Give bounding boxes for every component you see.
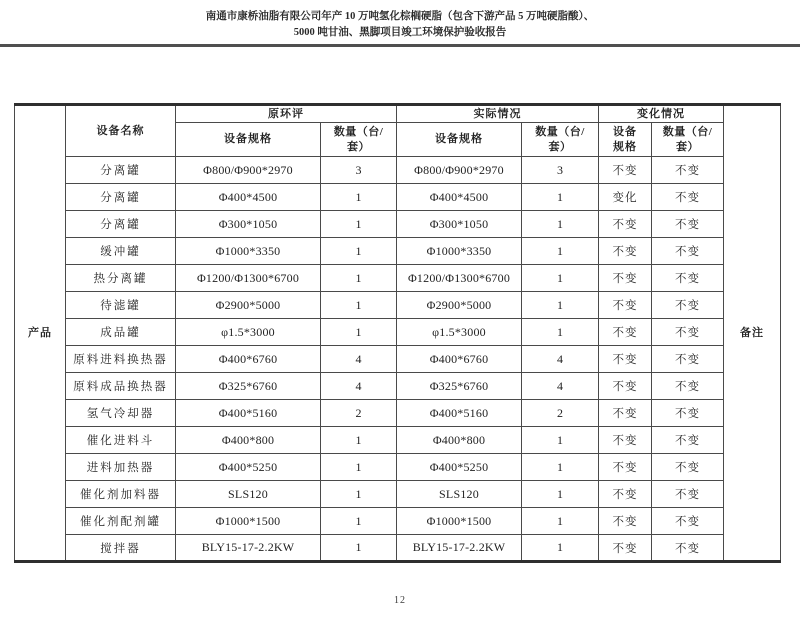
change-spec-header-label: 设备规格 <box>613 125 637 153</box>
change-spec-cell: 不变 <box>599 508 652 535</box>
actual-spec-cell: Φ400*4500 <box>397 184 522 211</box>
equipment-table-row <box>15 157 781 184</box>
equipment-table-row <box>15 211 781 238</box>
orig-spec-cell: BLY15-17-2.2KW <box>176 535 321 562</box>
actual-qty-cell: 1 <box>522 481 599 508</box>
actual-spec-cell: Φ1000*3350 <box>397 238 522 265</box>
orig-qty-cell: 1 <box>321 454 397 481</box>
equipment-name-cell: 原料进料换热器 <box>66 346 176 373</box>
actual-qty-cell: 1 <box>522 319 599 346</box>
page-number: 12 <box>394 595 406 606</box>
actual-spec-cell: Φ1200/Φ1300*6700 <box>397 265 522 292</box>
change-qty-cell: 不变 <box>652 238 724 265</box>
orig-spec-cell: Φ400*5160 <box>176 400 321 427</box>
change-spec-cell: 不变 <box>599 454 652 481</box>
orig-spec-cell: Φ1200/Φ1300*6700 <box>176 265 321 292</box>
change-spec-cell: 不变 <box>599 346 652 373</box>
orig-qty-header <box>321 123 397 157</box>
equipment-name-cell: 分离罐 <box>66 184 176 211</box>
actual-qty-header-label: 数量（台/套） <box>535 125 585 153</box>
equipment-table-row <box>15 319 781 346</box>
actual-qty-cell: 1 <box>522 211 599 238</box>
change-qty-header <box>652 123 724 157</box>
actual-qty-cell: 1 <box>522 535 599 562</box>
change-qty-cell: 不变 <box>652 319 724 346</box>
actual-qty-cell: 1 <box>522 292 599 319</box>
table-header-row-1 <box>15 105 781 123</box>
equipment-name-cell: 分离罐 <box>66 211 176 238</box>
equipment-name-cell: 原料成品换热器 <box>66 373 176 400</box>
orig-qty-cell: 2 <box>321 400 397 427</box>
equipment-name-cell: 搅拌器 <box>66 535 176 562</box>
equipment-comparison-table <box>14 103 781 563</box>
equipment-name-cell: 成品罐 <box>66 319 176 346</box>
equipment-name-cell: 待滤罐 <box>66 292 176 319</box>
change-qty-cell: 不变 <box>652 265 724 292</box>
actual-qty-cell: 4 <box>522 373 599 400</box>
equipment-name-cell: 催化进料斗 <box>66 427 176 454</box>
change-qty-header-label: 数量（台/套） <box>662 125 713 153</box>
actual-qty-cell: 4 <box>522 346 599 373</box>
equipment-name-cell: 进料加热器 <box>66 454 176 481</box>
actual-spec-cell: Φ400*5250 <box>397 454 522 481</box>
actual-spec-cell: Φ400*5160 <box>397 400 522 427</box>
actual-spec-cell: BLY15-17-2.2KW <box>397 535 522 562</box>
equipment-table-row <box>15 508 781 535</box>
change-qty-cell: 不变 <box>652 481 724 508</box>
orig-qty-cell: 1 <box>321 319 397 346</box>
change-qty-cell: 不变 <box>652 211 724 238</box>
change-spec-cell: 不变 <box>599 292 652 319</box>
actual-qty-cell: 1 <box>522 184 599 211</box>
orig-qty-cell: 1 <box>321 184 397 211</box>
actual-qty-cell: 1 <box>522 265 599 292</box>
actual-qty-header <box>522 123 599 157</box>
equipment-table-row <box>15 346 781 373</box>
orig-qty-cell: 4 <box>321 373 397 400</box>
actual-spec-cell: Φ325*6760 <box>397 373 522 400</box>
remark-column-header: 备注 <box>724 105 781 562</box>
actual-spec-cell: Φ1000*1500 <box>397 508 522 535</box>
orig-qty-cell: 1 <box>321 508 397 535</box>
actual-qty-cell: 2 <box>522 400 599 427</box>
equipment-table-row <box>15 184 781 211</box>
change-spec-cell: 不变 <box>599 535 652 562</box>
orig-spec-cell: Φ800/Φ900*2970 <box>176 157 321 184</box>
equipment-table-row <box>15 265 781 292</box>
equipment-table-row <box>15 535 781 562</box>
actual-qty-cell: 1 <box>522 454 599 481</box>
orig-qty-cell: 4 <box>321 346 397 373</box>
orig-spec-cell: Φ325*6760 <box>176 373 321 400</box>
actual-spec-cell: Φ300*1050 <box>397 211 522 238</box>
actual-spec-cell: Φ2900*5000 <box>397 292 522 319</box>
actual-spec-header: 设备规格 <box>397 123 522 157</box>
equipment-name-header: 设备名称 <box>66 105 176 157</box>
change-qty-cell: 不变 <box>652 535 724 562</box>
equipment-table-row <box>15 454 781 481</box>
change-situation-group-header: 变化情况 <box>599 105 724 123</box>
change-qty-cell: 不变 <box>652 508 724 535</box>
change-qty-cell: 不变 <box>652 454 724 481</box>
equipment-name-cell: 催化剂配剂罐 <box>66 508 176 535</box>
equipment-table-row <box>15 481 781 508</box>
actual-spec-cell: Φ400*6760 <box>397 346 522 373</box>
actual-qty-cell: 3 <box>522 157 599 184</box>
change-qty-cell: 不变 <box>652 157 724 184</box>
original-eia-group-header: 原环评 <box>176 105 397 123</box>
actual-qty-cell: 1 <box>522 238 599 265</box>
actual-qty-cell: 1 <box>522 427 599 454</box>
product-column-header: 产品 <box>15 105 66 562</box>
header-divider-rule <box>0 44 800 47</box>
change-qty-cell: 不变 <box>652 346 724 373</box>
change-spec-cell: 不变 <box>599 319 652 346</box>
change-spec-cell: 不变 <box>599 373 652 400</box>
equipment-name-cell: 热分离罐 <box>66 265 176 292</box>
orig-spec-cell: SLS120 <box>176 481 321 508</box>
equipment-name-cell: 分离罐 <box>66 157 176 184</box>
actual-qty-cell: 1 <box>522 508 599 535</box>
equipment-table-row <box>15 292 781 319</box>
equipment-table-row <box>15 400 781 427</box>
change-spec-header <box>599 123 652 157</box>
document-title <box>0 9 800 41</box>
change-spec-cell: 变化 <box>599 184 652 211</box>
orig-qty-cell: 1 <box>321 238 397 265</box>
change-spec-cell: 不变 <box>599 400 652 427</box>
change-qty-cell: 不变 <box>652 400 724 427</box>
equipment-table-row <box>15 238 781 265</box>
change-qty-cell: 不变 <box>652 184 724 211</box>
orig-qty-cell: 3 <box>321 157 397 184</box>
orig-qty-header-label: 数量（台/套） <box>333 125 384 153</box>
equipment-name-cell: 催化剂加料器 <box>66 481 176 508</box>
orig-spec-cell: Φ300*1050 <box>176 211 321 238</box>
orig-qty-cell: 1 <box>321 211 397 238</box>
orig-qty-cell: 1 <box>321 535 397 562</box>
equipment-name-cell: 缓冲罐 <box>66 238 176 265</box>
orig-spec-cell: Φ400*4500 <box>176 184 321 211</box>
equipment-table-row <box>15 427 781 454</box>
change-spec-cell: 不变 <box>599 481 652 508</box>
orig-spec-cell: Φ400*6760 <box>176 346 321 373</box>
actual-spec-cell: φ1.5*3000 <box>397 319 522 346</box>
doc-title-line-2: 5000 吨甘油、黑脚项目竣工环境保护验收报告 <box>293 27 507 38</box>
actual-spec-cell: SLS120 <box>397 481 522 508</box>
change-spec-cell: 不变 <box>599 211 652 238</box>
orig-qty-cell: 1 <box>321 265 397 292</box>
orig-spec-cell: Φ1000*3350 <box>176 238 321 265</box>
change-qty-cell: 不变 <box>652 427 724 454</box>
actual-spec-cell: Φ800/Φ900*2970 <box>397 157 522 184</box>
orig-spec-header: 设备规格 <box>176 123 321 157</box>
change-spec-cell: 不变 <box>599 157 652 184</box>
change-qty-cell: 不变 <box>652 373 724 400</box>
equipment-name-cell: 氢气冷却器 <box>66 400 176 427</box>
orig-qty-cell: 1 <box>321 427 397 454</box>
actual-spec-cell: Φ400*800 <box>397 427 522 454</box>
orig-qty-cell: 1 <box>321 481 397 508</box>
orig-qty-cell: 1 <box>321 292 397 319</box>
change-spec-cell: 不变 <box>599 427 652 454</box>
equipment-table-row <box>15 373 781 400</box>
change-spec-cell: 不变 <box>599 265 652 292</box>
orig-spec-cell: Φ1000*1500 <box>176 508 321 535</box>
orig-spec-cell: φ1.5*3000 <box>176 319 321 346</box>
doc-title-line-1: 南通市康桥油脂有限公司年产 10 万吨氢化棕榈硬脂（包含下游产品 5 万吨硬脂酸）、 <box>205 11 595 22</box>
orig-spec-cell: Φ400*5250 <box>176 454 321 481</box>
change-spec-cell: 不变 <box>599 238 652 265</box>
change-qty-cell: 不变 <box>652 292 724 319</box>
actual-situation-group-header: 实际情况 <box>397 105 599 123</box>
orig-spec-cell: Φ2900*5000 <box>176 292 321 319</box>
orig-spec-cell: Φ400*800 <box>176 427 321 454</box>
